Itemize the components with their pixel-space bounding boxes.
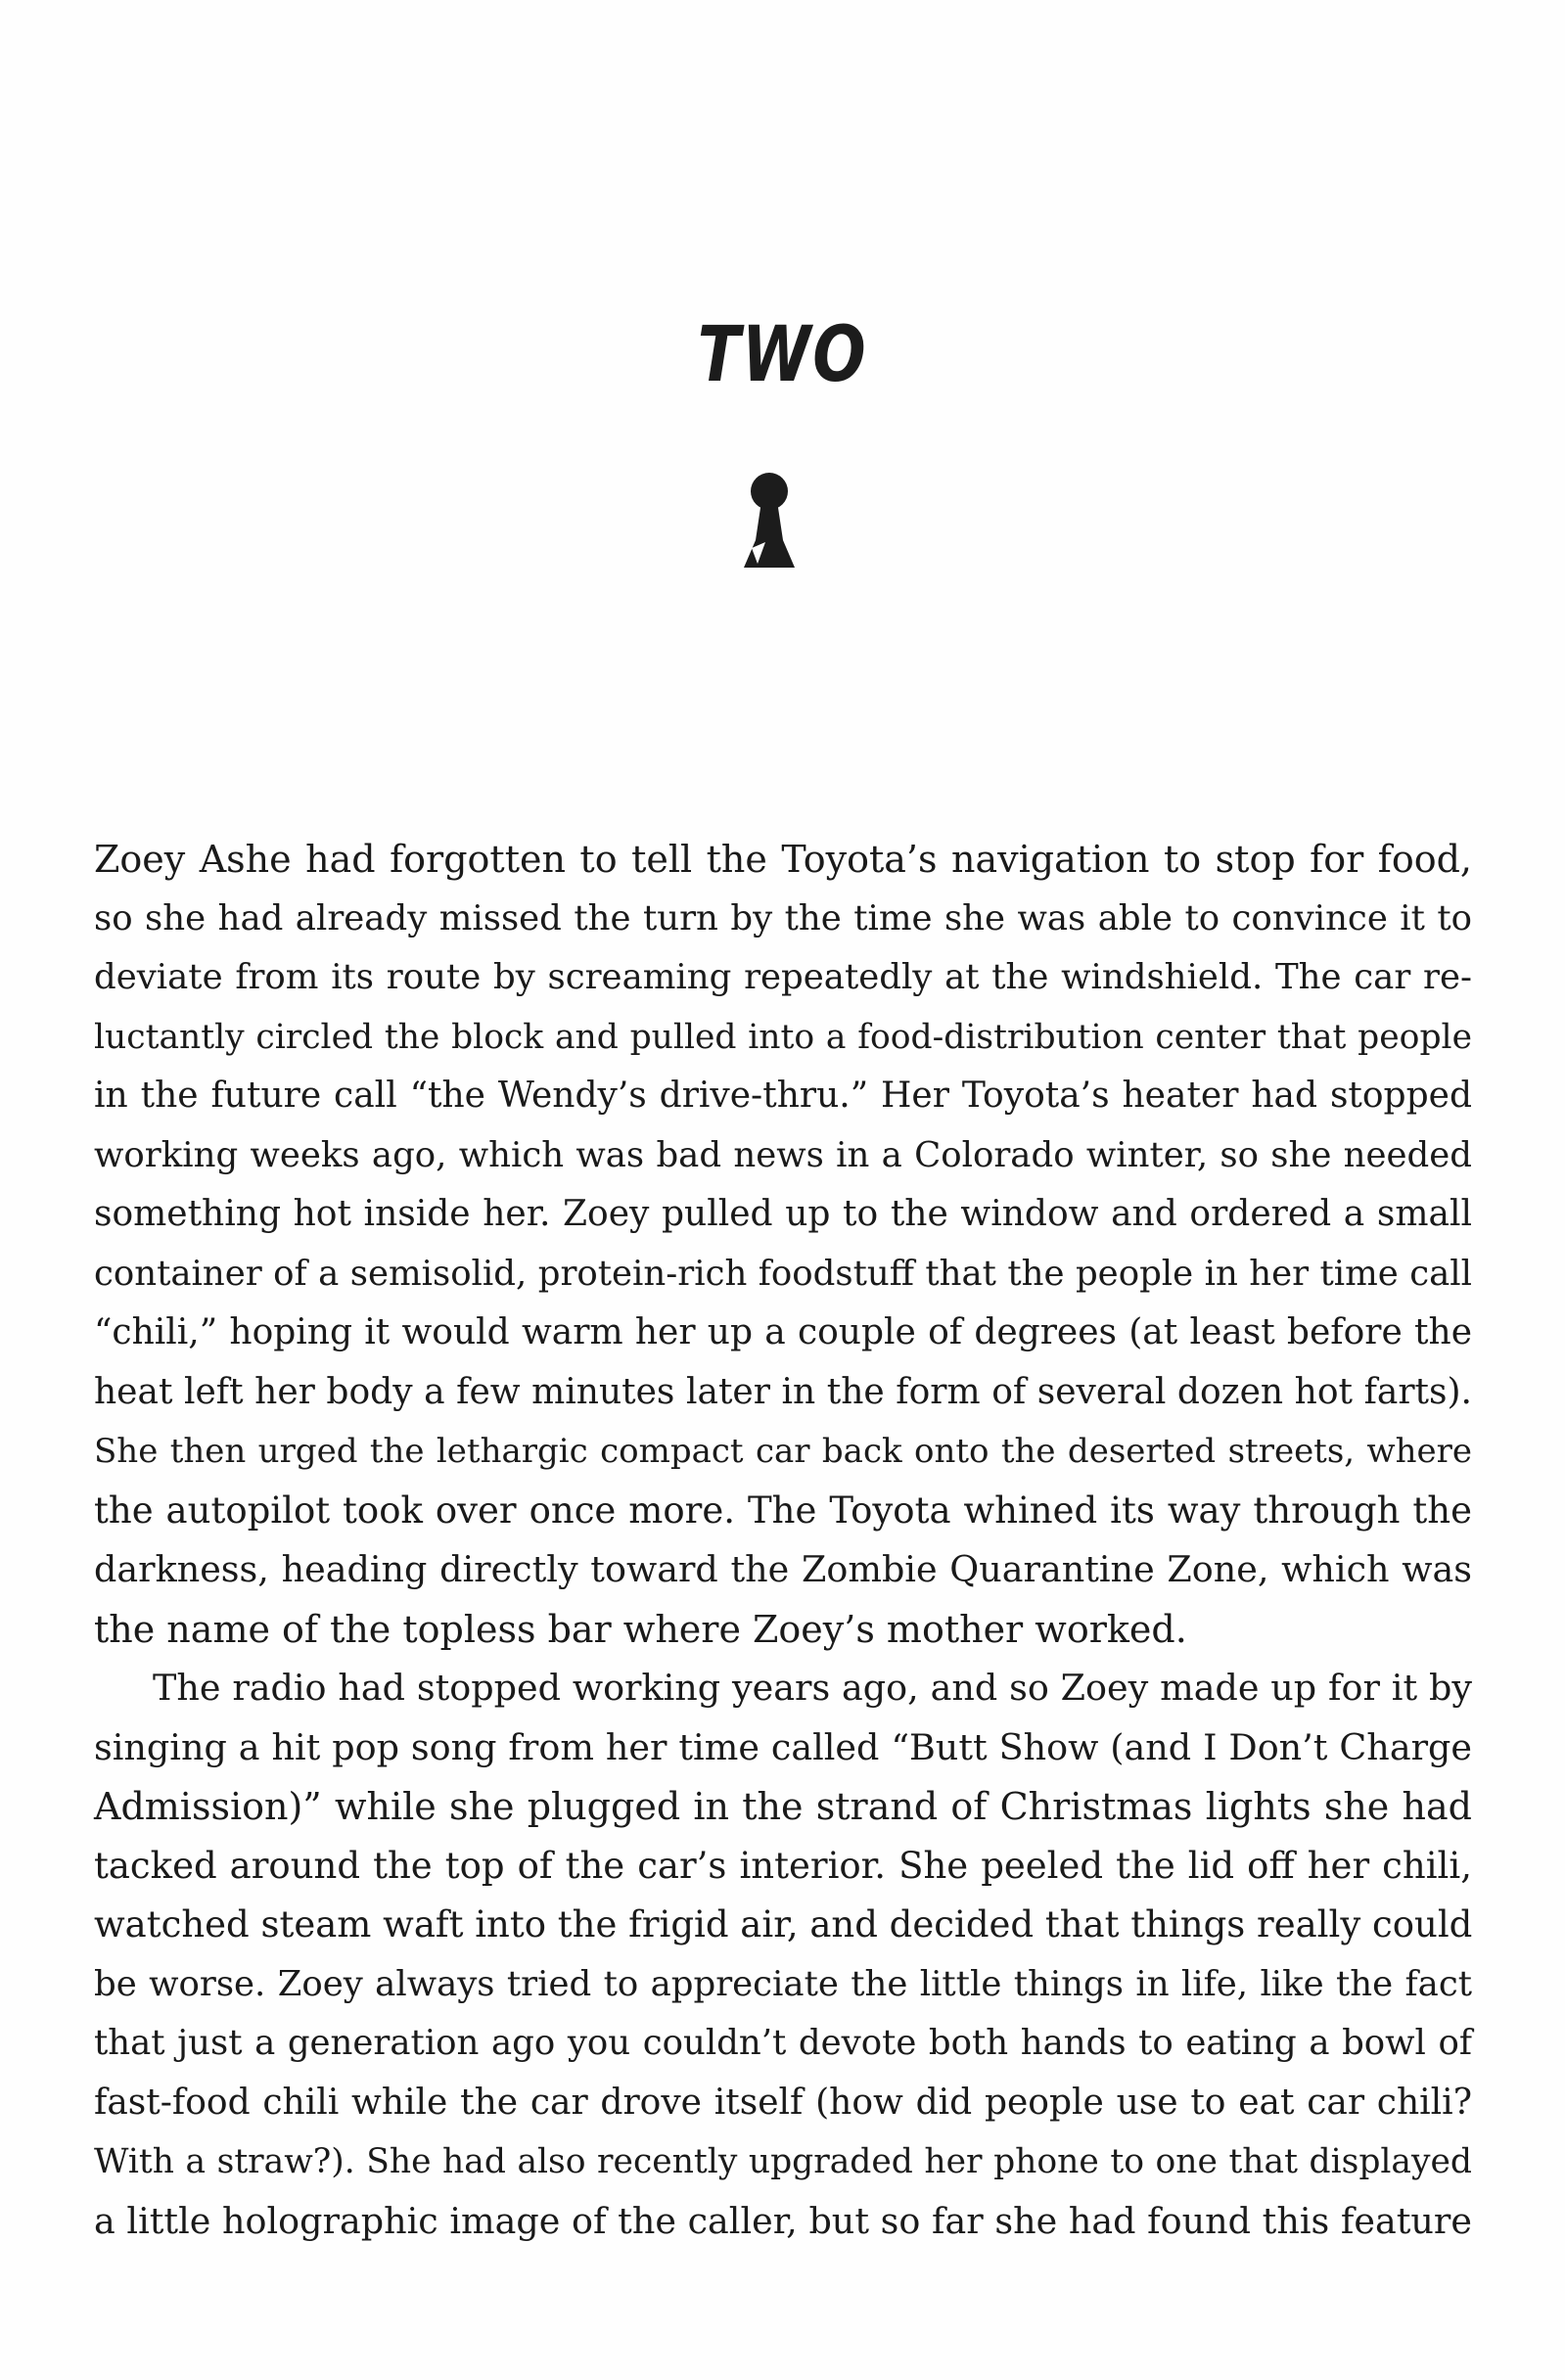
text-line: something hot inside her. Zoey pulled up to the window and ordered a small <box>94 1194 1472 1234</box>
text-line: deviate from its route by screaming repeatedly at the windshield. The car re- <box>94 957 1472 997</box>
text-line: Zoey Ashe had forgotten to tell the Toyota’s navigation to stop for food, <box>94 838 1472 881</box>
text-line: singing a hit pop song from her time called “Butt Show (and I Don’t Charge <box>94 1725 1472 1768</box>
text-line: Admission)” while she plugged in the strand of Christmas lights she had <box>94 1785 1472 1828</box>
text-line: so she had already missed the turn by the time she was able to convince it to <box>94 897 1472 938</box>
paragraph-1 <box>94 830 1472 1659</box>
text-line: luctantly circled the block and pulled into a food-distribution center that people <box>94 1017 1472 1057</box>
text-line: darkness, heading directly toward the Zombie Quarantine Zone, which was <box>94 1548 1472 1590</box>
text-line: container of a semisolid, protein-rich foodstuff that the people in her time call <box>94 1253 1472 1294</box>
chapter-body <box>94 830 1472 2251</box>
paragraph-2 <box>94 1659 1472 2251</box>
text-line: working weeks ago, which was bad news in a Colorado winter, so she needed <box>94 1134 1472 1175</box>
keyhole-icon <box>738 470 801 577</box>
text-line: tacked around the top of the car’s interior. She peeled the lid off her chili, <box>94 1844 1472 1887</box>
text-line: “chili,” hoping it would warm her up a couple of degrees (at least before the <box>94 1312 1472 1352</box>
text-line: a little holographic image of the caller, but so far she had found this feature <box>94 2199 1472 2242</box>
text-line: the name of the topless bar where Zoey’s mother worked. <box>94 1607 1187 1651</box>
text-line: The radio had stopped working years ago, and so Zoey made up for it by <box>153 1667 1472 1709</box>
text-line: be worse. Zoey always tried to appreciate the little things in life, like the fact <box>94 1963 1472 2004</box>
text-line: watched steam waft into the frigid air, and decided that things really could <box>94 1903 1473 1945</box>
chapter-title: TWO <box>697 311 868 399</box>
text-line: With a straw?). She had also recently upgraded her phone to one that displayed <box>94 2142 1472 2181</box>
text-line: in the future call “the Wendy’s drive-thru.” Her Toyota’s heater had stopped <box>94 1076 1472 1116</box>
text-line: the autopilot took over once more. The Toyota whined its way through the <box>94 1488 1472 1532</box>
text-line: heat left her body a few minutes later in the form of several dozen hot farts). <box>94 1371 1472 1412</box>
text-line: She then urged the lethargic compact car back onto the deserted streets, where <box>94 1432 1472 1471</box>
text-line: that just a generation ago you couldn’t devote both hands to eating a bowl of <box>94 2023 1472 2063</box>
text-line: fast-food chili while the car drove itself (how did people use to eat car chili? <box>94 2082 1472 2123</box>
